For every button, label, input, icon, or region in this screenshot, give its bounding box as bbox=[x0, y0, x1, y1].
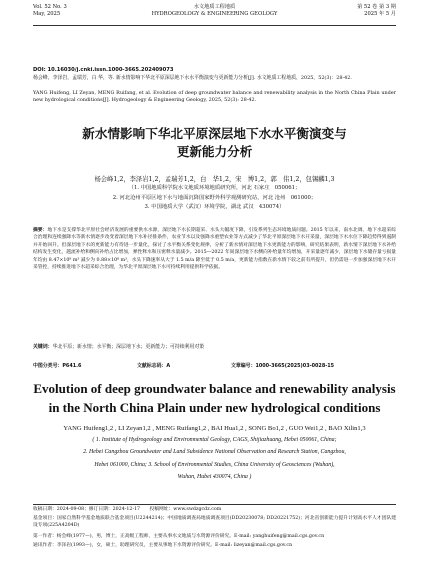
footnote-divider bbox=[33, 504, 396, 505]
footnote-dates: 收稿日期：2024-09-08；修订日期：2024-12-17 投稿网址：www.swdzgcdz.com bbox=[33, 507, 222, 512]
title-zh: 新水情影响下华北平原深层地下水水平衡演变与 更新能力分析 bbox=[82, 126, 347, 159]
header-journal-name: 水文地质工程地质 HYDROGEOLOGY & ENGINEERING GEOLOGY bbox=[151, 4, 278, 17]
article-number: 文章编号：1000-3665(2025)03-0028-15 bbox=[231, 363, 335, 369]
footnote-funding: 基金项目：国家自然科学基金地质联合基金项目(U2244214)；中国地质调查局地质调查项目(DD20230078; DD20221752)；河北省创新能力提升计划高水平人才团队建设专项(225A4204D) bbox=[33, 516, 396, 528]
footnote-first-author: 第一作者：杨会峰(1977—)，男，博士，正高级工程师，主要从事水文地质与水资源评价研究。E-mail: yanghuifeng@mail.cgs.gov.cn bbox=[33, 534, 325, 539]
citation-zh: 杨会峰，李泽岩，孟瑞芳，白 华，等. 新水情影响下华北平原深层地下水水平衡演变与更新能力分析[J]. 水文地质工程地质，2025，52(3)：28-42. bbox=[33, 75, 352, 81]
keywords-zh bbox=[33, 344, 396, 351]
abstract-text: 地下水是支撑华北平原社会经济发展的重要供水水源，深层地下水长期超采、水头大幅度下降，引发系列生态环境地质问题。2015 年以来，南水北调、地下水超采综合治理和连续强降水等新水情逐步改变着深层地下水补径排条件，农业节水以及强降水重塑农业等方式减少了华北平原深层地下水开采量，深层地下水水位下降趋势得到遏制并开始回升。但深层地下水的更新能力有待进一步量化，探讨了水平衡关系变化规律，分析了新水情对深层地下水更新能力的影响，研究结果表明，新水情下深层地下水补给结构发生变化，越流补给和侧向补给占比增加，弹性释水和压密释水量减少。2015—2022 年间深层地下水侧向补给量年均增加，开采量逐年减少，深层地下水储存量亏损量年均由 8.47×10⁸ m³ 减少为 0.88×10⁸ m³，水头下降速率从大于 1.5 m/a 降至低于 0.5 m/a，更新能力指数在新水情下较之前有所提升，但仍需进一步加强深层地下水开采管控，持续推进地下水超采综合治理，为华北平原深层地下水可持续利用提供科学依据。 bbox=[33, 228, 396, 271]
journal-header bbox=[33, 3, 396, 26]
header-volume-zh: 第 52 卷 第 3 期 2025 年 5 月 bbox=[357, 4, 396, 17]
footnote-corresponding-author: 通讯作者：李泽岩(1993—)，女，硕士，助理研究员，主要从事地下水资源评价研究。E-mail: lizeyan@mail.cgs.gov.cn bbox=[33, 543, 293, 548]
title-en: Evolution of deep groundwater balance and renewability analysis in the North China Plain under new hydrological conditions bbox=[33, 381, 396, 415]
clc-number: 中图分类号：P641.6 bbox=[33, 363, 82, 369]
abstract-label: 摘要： bbox=[33, 228, 48, 233]
affiliations-en: ( 1. Institute of Hydrogeology and Environmental Geology, CAGS, Shijiazhuang, Hebei 050061, China; 2. Hebei Cangzhou Groundwater and Land Subsidence National Observation and Research Station, Cangzhou, Hebei 061000, China; 3. School of Environmental Studies, China University of Geosciences (Wuhan), Wuhan, Hubei 430074, China ) bbox=[83, 437, 346, 480]
keywords-text: 华北平原；新水情；水平衡；深层地下水；更新能力；可持续利用对策 bbox=[52, 344, 205, 350]
affiliations-zh: （1. 中国地质科学院水文地质环境地质研究所，河北 石家庄 050061； 2. 河北沧州平原区地下水与地面沉降国家野外科学观测研究站，河北 沧州 061000； 3. 中国地质大学（武汉）环境学院，湖北 武汉 430074） bbox=[112, 185, 317, 210]
authors-en: YANG Huifeng1,2 , LI Zeyan1,2 , MENG Ruifang1,2 , BAI Hua1,2 , SONG Bo1,2 , GUO Wei1,2 , BAO Xilin1,3 bbox=[63, 425, 366, 432]
authors-zh: 杨会峰1,2，李泽岩1,2，孟瑞芳1,2，白 华1,2，宋 博1,2，郭 伟1,2，包锡麟1,3 bbox=[94, 176, 335, 183]
abstract-zh bbox=[33, 227, 396, 271]
keywords-label: 关键词： bbox=[33, 344, 53, 350]
document-code: 文献标志码：A bbox=[137, 363, 171, 369]
doi: DOI: 10.16030/j.cnki.issn.1000-3665.202409073 bbox=[33, 67, 174, 73]
header-volume: Vol. 52 No. 3 May, 2025 bbox=[33, 4, 67, 17]
citation-en: YANG Huifeng, LI Zeyan, MENG Ruifang, et al. Evolution of deep groundwater balance and renewability analysis in the North China Plain under new hydrological conditions[J]. Hydrogeology & Engineering Geology, 2025, 52(3): 28-42. bbox=[33, 90, 396, 104]
